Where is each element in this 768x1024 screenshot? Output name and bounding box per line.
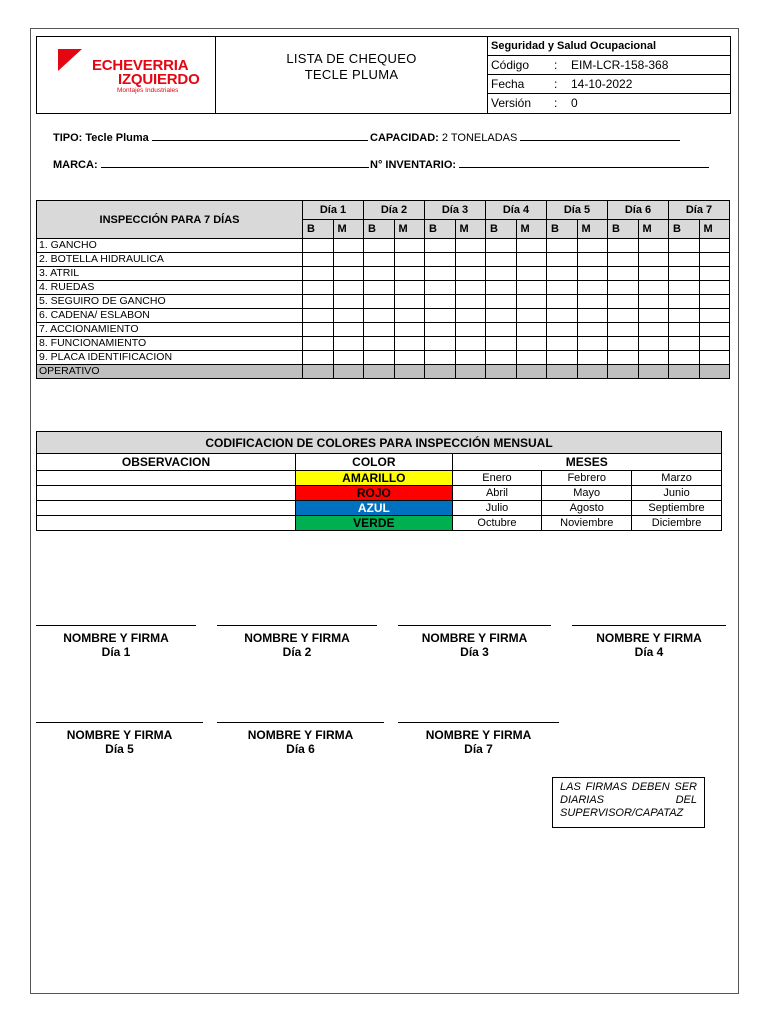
signature-line[interactable] xyxy=(217,625,377,626)
signature-note: LAS FIRMAS DEBEN SER DIARIAS DEL SUPERVISOR/CAPATAZ xyxy=(552,777,705,828)
check-cell-m[interactable] xyxy=(455,295,486,309)
operativo-cell[interactable] xyxy=(638,365,669,379)
b-header: B xyxy=(669,220,700,239)
check-cell-m[interactable] xyxy=(638,351,669,365)
m-header: M xyxy=(455,220,486,239)
check-cell-b[interactable] xyxy=(547,281,578,295)
capacidad-field[interactable] xyxy=(370,132,680,144)
inspection-item: 7. ACCIONAMIENTO xyxy=(37,323,303,337)
check-cell-m[interactable] xyxy=(577,337,608,351)
tipo-label: TIPO: Tecle Pluma xyxy=(53,132,149,144)
check-cell-m[interactable] xyxy=(638,253,669,267)
check-cell-b[interactable] xyxy=(303,295,334,309)
check-cell-m[interactable] xyxy=(333,337,364,351)
inspection-row xyxy=(37,267,730,281)
check-cell-b[interactable] xyxy=(425,281,456,295)
logo-line-2: IZQUIERDO xyxy=(118,71,200,88)
department-label: Seguridad y Salud Ocupacional xyxy=(488,37,730,56)
check-cell-m[interactable] xyxy=(333,351,364,365)
observacion-header: OBSERVACION xyxy=(37,454,296,471)
b-header: B xyxy=(364,220,395,239)
month-cell: Enero xyxy=(452,471,542,486)
day-header: Día 2 xyxy=(364,201,425,220)
signature-line[interactable] xyxy=(36,722,203,723)
check-cell-b[interactable] xyxy=(669,239,700,253)
operativo-cell[interactable] xyxy=(364,365,395,379)
check-cell-b[interactable] xyxy=(669,323,700,337)
check-cell-b[interactable] xyxy=(547,309,578,323)
signature-day: Día 1 xyxy=(101,645,131,659)
colon: : xyxy=(554,58,558,72)
check-cell-m[interactable] xyxy=(516,267,547,281)
check-cell-b[interactable] xyxy=(364,267,395,281)
signature-day-3[interactable] xyxy=(398,625,551,659)
check-cell-b[interactable] xyxy=(486,309,517,323)
check-cell-m[interactable] xyxy=(699,267,730,281)
company-logo xyxy=(37,37,216,113)
check-cell-m[interactable] xyxy=(455,351,486,365)
day-header: Día 1 xyxy=(303,201,364,220)
check-cell-b[interactable] xyxy=(303,253,334,267)
signature-label: NOMBRE Y FIRMA xyxy=(247,728,354,742)
check-cell-b[interactable] xyxy=(669,267,700,281)
check-cell-b[interactable] xyxy=(486,351,517,365)
signature-day: Día 2 xyxy=(282,645,312,659)
day-header: Día 6 xyxy=(608,201,669,220)
observacion-cell[interactable] xyxy=(37,486,296,501)
check-cell-m[interactable] xyxy=(699,323,730,337)
m-header: M xyxy=(394,220,425,239)
observacion-cell[interactable] xyxy=(37,471,296,486)
m-header: M xyxy=(333,220,364,239)
operativo-cell[interactable] xyxy=(669,365,700,379)
check-cell-m[interactable] xyxy=(394,281,425,295)
document-title xyxy=(216,37,488,113)
marca-field[interactable] xyxy=(53,159,369,171)
color-row xyxy=(37,516,722,531)
check-cell-b[interactable] xyxy=(364,295,395,309)
logo-line-3: Montajes Industriales xyxy=(117,87,179,94)
signature-line[interactable] xyxy=(217,722,384,723)
codigo-label: Código xyxy=(491,58,530,72)
check-cell-b[interactable] xyxy=(608,323,639,337)
check-cell-b[interactable] xyxy=(669,337,700,351)
operativo-cell[interactable] xyxy=(577,365,608,379)
signature-day: Día 5 xyxy=(105,742,134,756)
check-cell-b[interactable] xyxy=(425,309,456,323)
check-cell-b[interactable] xyxy=(364,239,395,253)
operativo-cell[interactable] xyxy=(547,365,578,379)
check-cell-b[interactable] xyxy=(669,351,700,365)
check-cell-m[interactable] xyxy=(333,281,364,295)
check-cell-m[interactable] xyxy=(394,253,425,267)
check-cell-b[interactable] xyxy=(669,281,700,295)
signature-day-1[interactable] xyxy=(36,625,196,659)
check-cell-m[interactable] xyxy=(577,351,608,365)
check-cell-m[interactable] xyxy=(333,253,364,267)
operativo-cell[interactable] xyxy=(699,365,730,379)
signature-day-6[interactable] xyxy=(217,722,384,756)
signature-label: NOMBRE Y FIRMA xyxy=(244,631,350,645)
check-cell-b[interactable] xyxy=(303,323,334,337)
check-cell-b[interactable] xyxy=(547,239,578,253)
observacion-cell[interactable] xyxy=(37,516,296,531)
fecha-label: Fecha xyxy=(491,77,525,91)
inspection-row xyxy=(37,323,730,337)
check-cell-b[interactable] xyxy=(547,323,578,337)
check-cell-b[interactable] xyxy=(486,323,517,337)
check-cell-b[interactable] xyxy=(547,267,578,281)
inspection-row xyxy=(37,253,730,267)
color-row xyxy=(37,486,722,501)
check-cell-b[interactable] xyxy=(547,337,578,351)
check-cell-m[interactable] xyxy=(394,267,425,281)
operativo-cell[interactable] xyxy=(394,365,425,379)
signature-day: Día 6 xyxy=(286,742,315,756)
month-cell: Julio xyxy=(452,501,542,516)
inspection-row xyxy=(37,351,730,365)
month-cell: Diciembre xyxy=(632,516,722,531)
b-header: B xyxy=(547,220,578,239)
signature-line[interactable] xyxy=(398,722,559,723)
check-cell-b[interactable] xyxy=(547,253,578,267)
check-cell-b[interactable] xyxy=(303,239,334,253)
signature-day: Día 7 xyxy=(464,742,493,756)
operativo-cell[interactable] xyxy=(486,365,517,379)
check-cell-m[interactable] xyxy=(516,281,547,295)
check-cell-m[interactable] xyxy=(638,267,669,281)
b-header: B xyxy=(608,220,639,239)
check-cell-b[interactable] xyxy=(364,337,395,351)
m-header: M xyxy=(516,220,547,239)
m-header: M xyxy=(638,220,669,239)
check-cell-m[interactable] xyxy=(577,239,608,253)
inspection-item: 5. SEGUIRO DE GANCHO xyxy=(37,295,303,309)
logo-mark-icon xyxy=(58,49,82,71)
check-cell-b[interactable] xyxy=(608,351,639,365)
check-cell-b[interactable] xyxy=(608,337,639,351)
check-cell-b[interactable] xyxy=(608,281,639,295)
inspection-item: 1. GANCHO xyxy=(37,239,303,253)
check-cell-b[interactable] xyxy=(303,351,334,365)
check-cell-m[interactable] xyxy=(333,323,364,337)
check-cell-b[interactable] xyxy=(547,295,578,309)
operativo-label: OPERATIVO xyxy=(37,365,303,379)
title-line-2: TECLE PLUMA xyxy=(304,67,399,82)
month-cell: Abril xyxy=(452,486,542,501)
signature-day-4[interactable] xyxy=(572,625,726,659)
check-cell-b[interactable] xyxy=(425,267,456,281)
check-cell-b[interactable] xyxy=(303,337,334,351)
version-label: Versión xyxy=(491,96,532,110)
check-cell-m[interactable] xyxy=(638,281,669,295)
m-header: M xyxy=(699,220,730,239)
month-cell: Mayo xyxy=(542,486,632,501)
check-cell-m[interactable] xyxy=(455,267,486,281)
operativo-cell[interactable] xyxy=(333,365,364,379)
fecha-value: 14-10-2022 xyxy=(571,77,633,91)
m-header: M xyxy=(577,220,608,239)
signature-label: NOMBRE Y FIRMA xyxy=(63,631,169,645)
check-cell-m[interactable] xyxy=(699,351,730,365)
document-header xyxy=(36,36,731,114)
check-cell-m[interactable] xyxy=(699,253,730,267)
check-cell-m[interactable] xyxy=(394,351,425,365)
operativo-cell[interactable] xyxy=(425,365,456,379)
check-cell-m[interactable] xyxy=(516,253,547,267)
check-cell-m[interactable] xyxy=(333,267,364,281)
inspection-row xyxy=(37,239,730,253)
inspection-item: 4. RUEDAS xyxy=(37,281,303,295)
month-cell: Agosto xyxy=(542,501,632,516)
check-cell-m[interactable] xyxy=(638,239,669,253)
check-cell-m[interactable] xyxy=(333,309,364,323)
check-cell-b[interactable] xyxy=(669,309,700,323)
check-cell-m[interactable] xyxy=(394,239,425,253)
signature-label: NOMBRE Y FIRMA xyxy=(66,728,173,742)
check-cell-b[interactable] xyxy=(364,323,395,337)
logo-line-1: ECHEVERRIA xyxy=(92,57,189,74)
check-cell-m[interactable] xyxy=(638,309,669,323)
inspection-item: 2. BOTELLA HIDRAULICA xyxy=(37,253,303,267)
color-code-table xyxy=(36,431,722,531)
check-cell-m[interactable] xyxy=(516,309,547,323)
check-cell-b[interactable] xyxy=(608,309,639,323)
inspection-item: 6. CADENA/ ESLABON xyxy=(37,309,303,323)
check-cell-m[interactable] xyxy=(577,253,608,267)
codigo-row xyxy=(488,56,730,75)
check-cell-b[interactable] xyxy=(486,267,517,281)
signature-label: NOMBRE Y FIRMA xyxy=(425,728,532,742)
inspection-item: 9. PLACA IDENTIFICACION xyxy=(37,351,303,365)
inspection-row xyxy=(37,295,730,309)
inspection-row xyxy=(37,281,730,295)
check-cell-b[interactable] xyxy=(364,309,395,323)
colon: : xyxy=(554,77,558,91)
fecha-row xyxy=(488,75,730,94)
check-cell-m[interactable] xyxy=(638,337,669,351)
colon: : xyxy=(554,96,558,110)
inventario-line[interactable] xyxy=(459,159,709,168)
b-header: B xyxy=(425,220,456,239)
inventario-field[interactable] xyxy=(370,159,709,171)
signature-day: Día 3 xyxy=(460,645,489,659)
check-cell-m[interactable] xyxy=(638,323,669,337)
check-cell-b[interactable] xyxy=(486,337,517,351)
check-cell-b[interactable] xyxy=(425,337,456,351)
check-cell-b[interactable] xyxy=(364,253,395,267)
operativo-cell[interactable] xyxy=(455,365,486,379)
inspection-item: 8. FUNCIONAMIENTO xyxy=(37,337,303,351)
check-cell-m[interactable] xyxy=(394,309,425,323)
check-cell-m[interactable] xyxy=(333,239,364,253)
month-cell: Noviembre xyxy=(542,516,632,531)
month-cell: Octubre xyxy=(452,516,542,531)
signature-line[interactable] xyxy=(398,625,551,626)
color-row xyxy=(37,501,722,516)
check-cell-b[interactable] xyxy=(547,351,578,365)
check-cell-m[interactable] xyxy=(516,295,547,309)
day-header: Día 3 xyxy=(425,201,486,220)
check-cell-b[interactable] xyxy=(486,295,517,309)
check-cell-b[interactable] xyxy=(669,295,700,309)
check-cell-m[interactable] xyxy=(577,323,608,337)
month-cell: Septiembre xyxy=(632,501,722,516)
check-cell-b[interactable] xyxy=(608,239,639,253)
color-row xyxy=(37,471,722,486)
meses-header: MESES xyxy=(452,454,721,471)
check-cell-m[interactable] xyxy=(516,351,547,365)
signature-line[interactable] xyxy=(36,625,196,626)
check-cell-b[interactable] xyxy=(425,323,456,337)
check-cell-m[interactable] xyxy=(516,337,547,351)
check-cell-b[interactable] xyxy=(486,253,517,267)
signature-line[interactable] xyxy=(572,625,726,626)
inventario-label: N° INVENTARIO: xyxy=(370,159,457,171)
check-cell-m[interactable] xyxy=(455,337,486,351)
day-header: Día 7 xyxy=(669,201,730,220)
check-cell-b[interactable] xyxy=(608,267,639,281)
month-cell: Marzo xyxy=(632,471,722,486)
check-cell-m[interactable] xyxy=(394,295,425,309)
codigo-value: EIM-LCR-158-368 xyxy=(571,58,669,72)
operativo-cell[interactable] xyxy=(608,365,639,379)
check-cell-b[interactable] xyxy=(303,281,334,295)
check-cell-m[interactable] xyxy=(455,239,486,253)
title-line-1: LISTA DE CHEQUEO xyxy=(286,51,417,66)
check-cell-b[interactable] xyxy=(425,295,456,309)
operativo-cell[interactable] xyxy=(516,365,547,379)
capacidad-value: 2 TONELADAS xyxy=(441,132,518,144)
version-value: 0 xyxy=(571,96,578,110)
check-cell-b[interactable] xyxy=(608,253,639,267)
color-swatch: AMARILLO xyxy=(296,471,453,486)
check-cell-m[interactable] xyxy=(394,323,425,337)
signature-day-7[interactable] xyxy=(398,722,559,756)
capacidad-line[interactable] xyxy=(520,132,680,141)
check-cell-b[interactable] xyxy=(425,351,456,365)
color-swatch: AZUL xyxy=(296,501,453,516)
check-cell-m[interactable] xyxy=(455,253,486,267)
check-cell-m[interactable] xyxy=(394,337,425,351)
operativo-row xyxy=(37,365,730,379)
marca-line[interactable] xyxy=(101,159,369,168)
b-header: B xyxy=(486,220,517,239)
check-cell-m[interactable] xyxy=(516,239,547,253)
color-header: COLOR xyxy=(296,454,453,471)
operativo-cell[interactable] xyxy=(303,365,334,379)
tipo-line[interactable] xyxy=(152,132,368,141)
inspection-header: INSPECCIÓN PARA 7 DÍAS xyxy=(37,201,303,239)
check-cell-m[interactable] xyxy=(577,281,608,295)
capacidad-label: CAPACIDAD: xyxy=(370,132,439,144)
check-cell-b[interactable] xyxy=(364,351,395,365)
check-cell-m[interactable] xyxy=(699,281,730,295)
check-cell-m[interactable] xyxy=(455,281,486,295)
marca-label: MARCA: xyxy=(53,159,98,171)
check-cell-b[interactable] xyxy=(425,253,456,267)
inspection-table xyxy=(36,200,730,379)
check-cell-b[interactable] xyxy=(608,295,639,309)
check-cell-m[interactable] xyxy=(699,309,730,323)
check-cell-b[interactable] xyxy=(486,281,517,295)
check-cell-m[interactable] xyxy=(577,267,608,281)
check-cell-b[interactable] xyxy=(486,239,517,253)
inspection-item: 3. ATRIL xyxy=(37,267,303,281)
check-cell-b[interactable] xyxy=(303,309,334,323)
check-cell-m[interactable] xyxy=(638,295,669,309)
color-swatch: ROJO xyxy=(296,486,453,501)
check-cell-m[interactable] xyxy=(577,295,608,309)
check-cell-m[interactable] xyxy=(699,337,730,351)
check-cell-m[interactable] xyxy=(699,239,730,253)
color-swatch: VERDE xyxy=(296,516,453,531)
check-cell-b[interactable] xyxy=(364,281,395,295)
signature-label: NOMBRE Y FIRMA xyxy=(596,631,702,645)
check-cell-b[interactable] xyxy=(669,253,700,267)
version-row xyxy=(488,94,730,113)
b-header: B xyxy=(303,220,334,239)
signature-label: NOMBRE Y FIRMA xyxy=(421,631,528,645)
month-cell: Febrero xyxy=(542,471,632,486)
day-header: Día 4 xyxy=(486,201,547,220)
color-code-title: CODIFICACION DE COLORES PARA INSPECCIÓN MENSUAL xyxy=(37,432,722,454)
signature-day: Día 4 xyxy=(634,645,664,659)
observacion-cell[interactable] xyxy=(37,501,296,516)
signature-day-2[interactable] xyxy=(217,625,377,659)
day-header: Día 5 xyxy=(547,201,608,220)
check-cell-b[interactable] xyxy=(303,267,334,281)
tipo-field[interactable] xyxy=(53,132,368,144)
document-info xyxy=(488,37,730,113)
check-cell-m[interactable] xyxy=(455,309,486,323)
check-cell-b[interactable] xyxy=(425,239,456,253)
check-cell-m[interactable] xyxy=(699,295,730,309)
inspection-row xyxy=(37,309,730,323)
check-cell-m[interactable] xyxy=(455,323,486,337)
inspection-row xyxy=(37,337,730,351)
check-cell-m[interactable] xyxy=(333,295,364,309)
check-cell-m[interactable] xyxy=(516,323,547,337)
signature-day-5[interactable] xyxy=(36,722,203,756)
month-cell: Junio xyxy=(632,486,722,501)
check-cell-m[interactable] xyxy=(577,309,608,323)
